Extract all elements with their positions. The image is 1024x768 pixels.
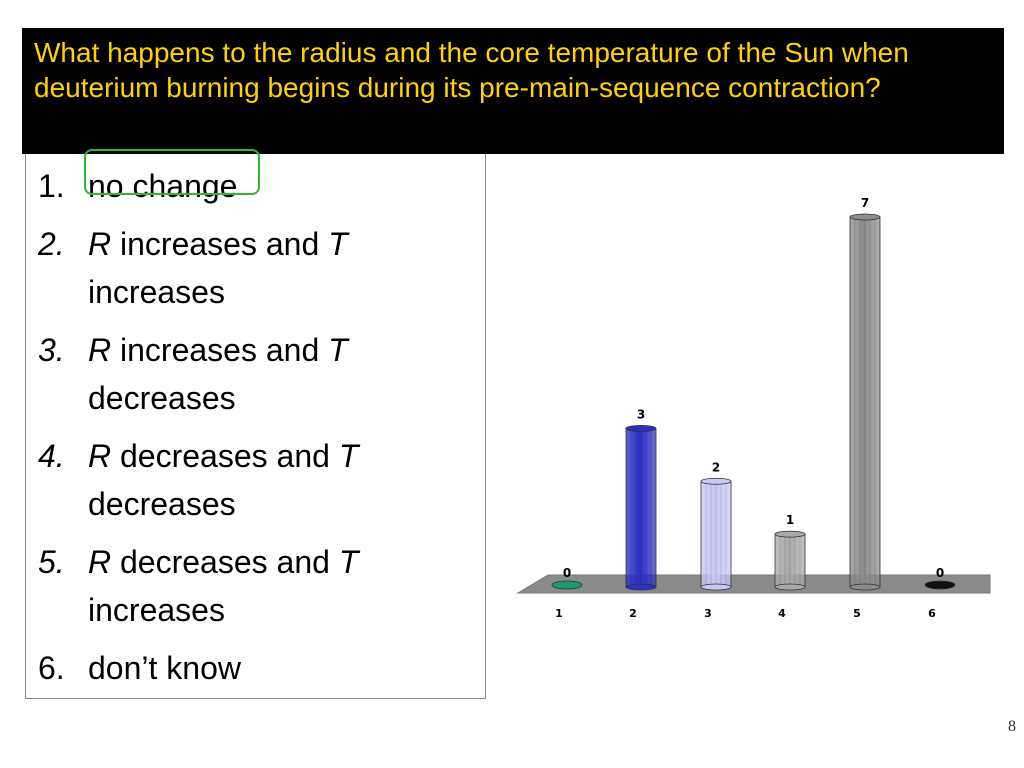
- chart-x-tick-label: 2: [629, 607, 637, 620]
- chart-data-label: 1: [785, 513, 795, 528]
- chart-bar-base: [775, 584, 805, 590]
- answer-text: decreases and: [111, 438, 339, 474]
- chart-data-label: 0: [935, 566, 945, 580]
- chart-bar-top: [626, 425, 656, 431]
- answer-option-3[interactable]: [38, 326, 468, 422]
- answer-option-2[interactable]: [38, 220, 468, 316]
- variable-t: T: [338, 438, 359, 474]
- answer-text: increases and: [111, 226, 329, 262]
- chart-bar-base: [701, 584, 731, 590]
- variable-r: R: [88, 332, 112, 368]
- answer-text: don’t know: [88, 650, 241, 686]
- answer-text: increases: [88, 274, 225, 310]
- title-bar: [22, 28, 1004, 154]
- chart-data-label: 0: [562, 566, 572, 580]
- chart-bar-top: [775, 531, 805, 537]
- chart-x-tick-label: 3: [704, 607, 712, 620]
- answer-number: 3.: [38, 332, 65, 368]
- answer-list: [38, 162, 468, 702]
- variable-t: T: [328, 332, 348, 368]
- chart-x-tick-label: 1: [555, 607, 563, 620]
- chart-floor: [518, 575, 990, 593]
- answer-number: 5.: [38, 544, 65, 580]
- variable-r: R: [88, 226, 112, 262]
- answer-number: 1.: [38, 168, 65, 204]
- chart-bar-top: [701, 478, 731, 484]
- answer-option-4[interactable]: [38, 432, 468, 528]
- chart-bar-6: [925, 581, 955, 589]
- chart-bar-base: [850, 584, 880, 590]
- answer-text: increases: [88, 592, 225, 628]
- answer-text: increases and: [111, 332, 329, 368]
- answer-number: 2.: [38, 226, 65, 262]
- variable-r: R: [88, 438, 112, 474]
- question-title: What happens to the radius and the core temperature of the Sun when deuterium burning begins during its pre-main-sequence contraction?: [34, 37, 909, 103]
- chart-bar-base: [626, 584, 656, 590]
- answer-option-5[interactable]: [38, 538, 468, 634]
- response-bar-chart: [500, 180, 1010, 640]
- answer-text: decreases: [88, 380, 236, 416]
- chart-data-label: 2: [711, 460, 721, 475]
- chart-x-tick-label: 6: [928, 607, 936, 620]
- variable-r: R: [88, 544, 112, 580]
- chart-x-tick-label: 4: [778, 607, 786, 620]
- answer-text: decreases and: [111, 544, 339, 580]
- answer-options-box: [25, 154, 486, 699]
- chart-data-label: 7: [860, 196, 870, 210]
- slide-number: 8: [1008, 718, 1016, 735]
- answer-number: 6.: [38, 650, 65, 686]
- chart-x-tick-label: 5: [853, 607, 861, 620]
- correct-answer-highlight: [84, 149, 260, 195]
- chart-bar-top: [850, 214, 880, 220]
- chart-bar-1: [552, 581, 582, 589]
- variable-t: T: [338, 544, 359, 580]
- chart-data-label: 3: [636, 407, 646, 422]
- variable-t: T: [328, 226, 348, 262]
- answer-text: decreases: [88, 486, 236, 522]
- answer-text: no change: [88, 168, 238, 204]
- answer-option-6[interactable]: [38, 644, 468, 692]
- answer-number: 4.: [38, 438, 65, 474]
